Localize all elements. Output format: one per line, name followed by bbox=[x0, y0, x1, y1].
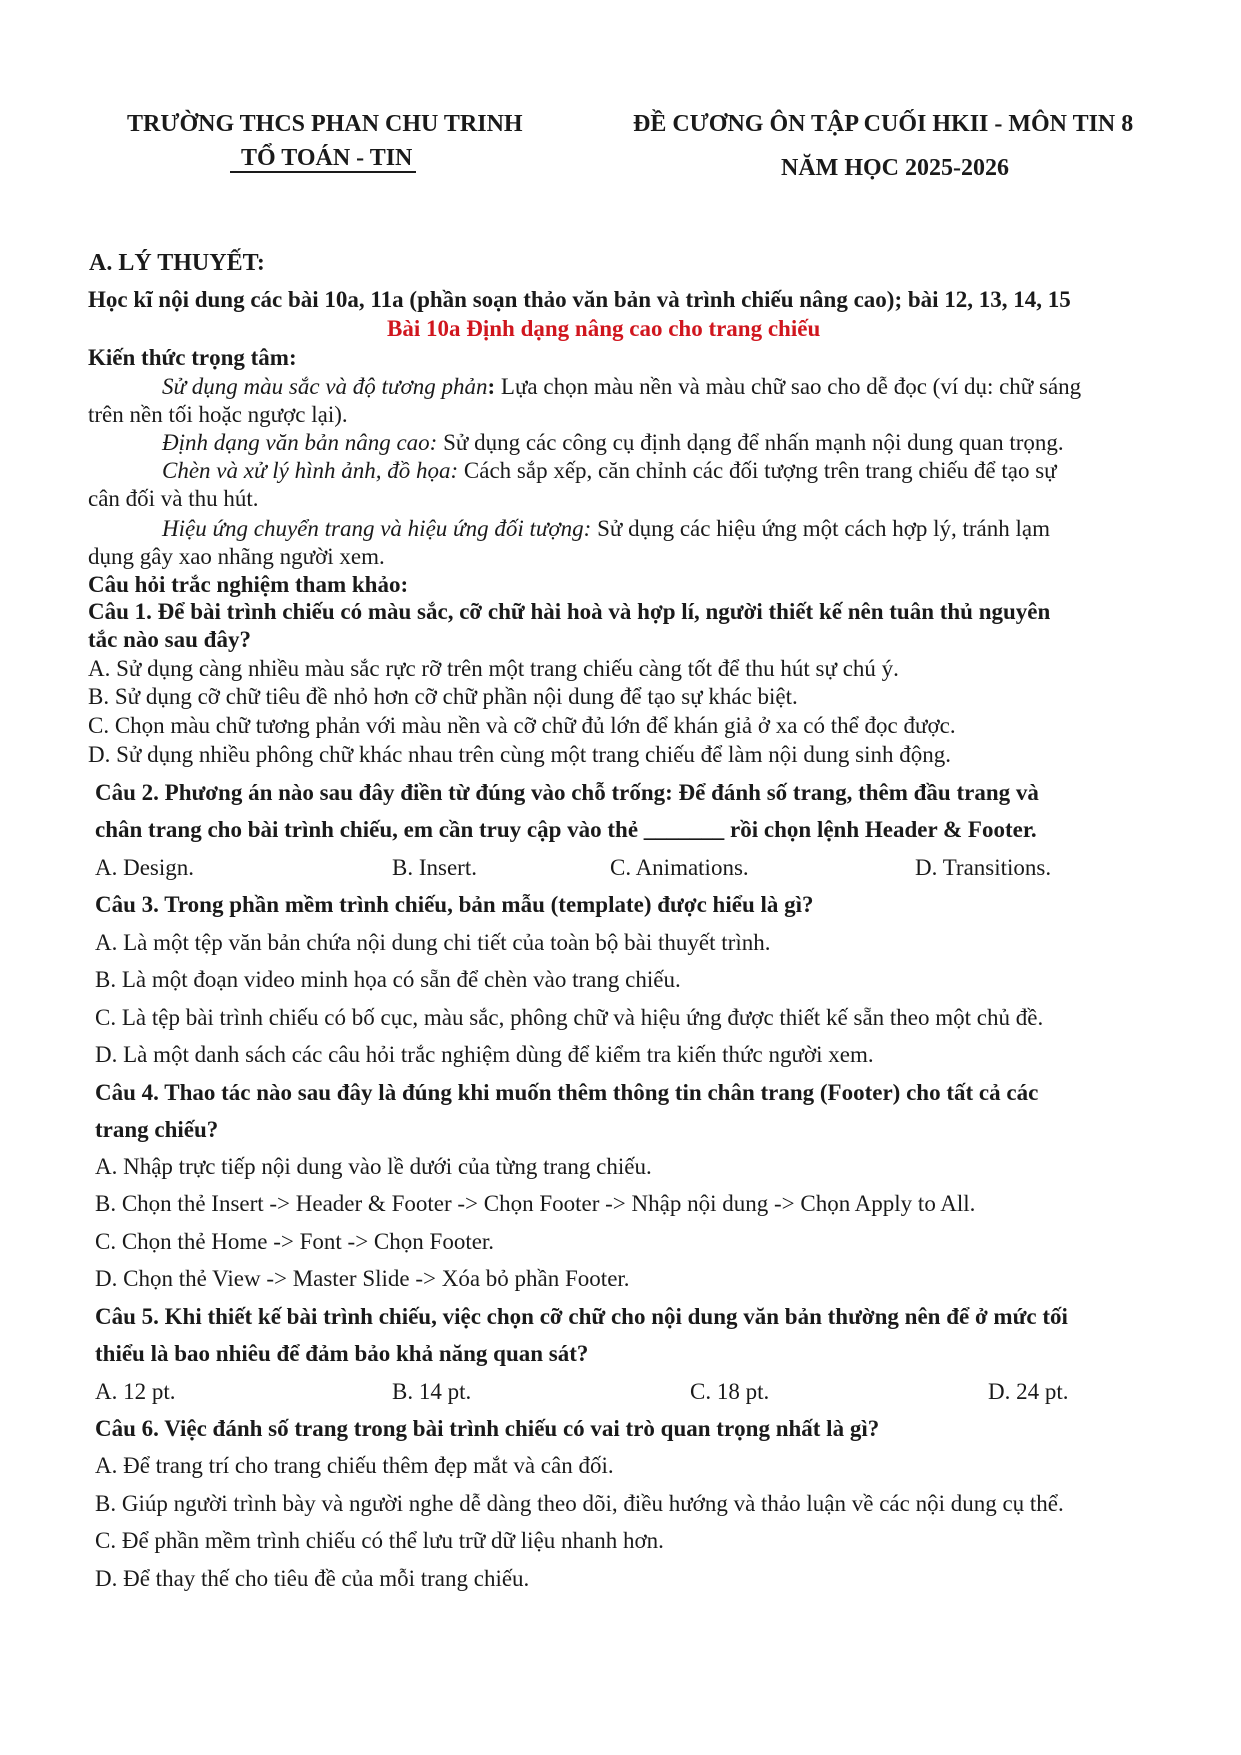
question-2-line-2: chân trang cho bài trình chiếu, em cần truy cập vào thẻ _______ rồi chọn lệnh Header & Footer. bbox=[95, 817, 1037, 842]
question-4-option-d: D. Chọn thẻ View -> Master Slide -> Xóa bỏ phần Footer. bbox=[95, 1266, 630, 1291]
section-a-heading: A. LÝ THUYẾT: bbox=[89, 250, 265, 276]
question-4-option-c: C. Chọn thẻ Home -> Font -> Chọn Footer. bbox=[95, 1229, 495, 1254]
question-3-option-a: A. Là một tệp văn bản chứa nội dung chi tiết của toàn bộ bài thuyết trình. bbox=[95, 930, 771, 955]
question-5-option-b: B. 14 pt. bbox=[392, 1379, 472, 1404]
question-5-option-d: D. 24 pt. bbox=[988, 1379, 1069, 1404]
focus-term-3: Chèn và xử lý hình ảnh, đồ họa: bbox=[162, 458, 459, 483]
focus-cont-4: dụng gây xao nhãng người xem. bbox=[88, 544, 385, 569]
question-4-option-b: B. Chọn thẻ Insert -> Header & Footer -> Chọn Footer -> Nhập nội dung -> Chọn Apply to All. bbox=[95, 1191, 976, 1216]
focus-term-4: Hiệu ứng chuyển trang và hiệu ứng đối tượng: bbox=[162, 516, 592, 541]
question-2-option-a: A. Design. bbox=[95, 855, 195, 880]
focus-text-1: Lựa chọn màu nền và màu chữ sao cho dễ đọc (ví dụ: chữ sáng bbox=[495, 374, 1082, 399]
question-6-option-b: B. Giúp người trình bày và người nghe dễ dàng theo dõi, điều hướng và thảo luận về các nội dung cụ thể. bbox=[95, 1491, 1064, 1516]
question-4-line-1: Câu 4. Thao tác nào sau đây là đúng khi muốn thêm thông tin chân trang (Footer) cho tất cả các bbox=[95, 1080, 1039, 1105]
question-5-option-c: C. 18 pt. bbox=[690, 1379, 770, 1404]
focus-text-2: Sử dụng các công cụ định dạng để nhấn mạnh nội dung quan trọng. bbox=[437, 430, 1064, 455]
focus-item-1 bbox=[162, 372, 1081, 401]
question-2-option-d: D. Transitions. bbox=[915, 855, 1052, 880]
focus-heading: Kiến thức trọng tâm: bbox=[88, 345, 297, 370]
question-2-option-b: B. Insert. bbox=[392, 855, 477, 880]
school-name: TRƯỜNG THCS PHAN CHU TRINH bbox=[127, 111, 523, 137]
section-a-intro: Học kĩ nội dung các bài 10a, 11a (phần soạn thảo văn bản và trình chiếu nâng cao); bài 12, 13, 14, 15 bbox=[88, 287, 1071, 312]
question-1-line-1: Câu 1. Để bài trình chiếu có màu sắc, cỡ chữ hài hoà và hợp lí, người thiết kế nên tuân thủ nguyên bbox=[88, 599, 1051, 624]
focus-cont-3: cân đối và thu hút. bbox=[88, 486, 259, 511]
question-1-option-d: D. Sử dụng nhiều phông chữ khác nhau trên cùng một trang chiếu để làm nội dung sinh động. bbox=[88, 742, 952, 767]
question-5-option-a: A. 12 pt. bbox=[95, 1379, 176, 1404]
question-1-option-a: A. Sử dụng càng nhiều màu sắc rực rỡ trên một trang chiếu càng tốt để thu hút sự chú ý. bbox=[88, 656, 899, 681]
school-year: NĂM HỌC 2025-2026 bbox=[781, 155, 1009, 181]
focus-term-2: Định dạng văn bản nâng cao: bbox=[162, 430, 438, 455]
focus-text-3: Cách sắp xếp, căn chỉnh các đối tượng trên trang chiếu để tạo sự bbox=[458, 458, 1057, 483]
focus-text-4: Sử dụng các hiệu ứng một cách hợp lý, tránh lạm bbox=[591, 516, 1050, 541]
focus-term-1: Sử dụng màu sắc và độ tương phản bbox=[162, 374, 488, 399]
focus-item-2 bbox=[162, 428, 1064, 457]
question-6-option-d: D. Để thay thế cho tiêu đề của mỗi trang chiếu. bbox=[95, 1566, 530, 1591]
question-1-line-2: tắc nào sau đây? bbox=[88, 627, 251, 652]
question-6-option-c: C. Để phần mềm trình chiếu có thể lưu trữ dữ liệu nhanh hơn. bbox=[95, 1528, 664, 1553]
question-3-option-d: D. Là một danh sách các câu hỏi trắc nghiệm dùng để kiểm tra kiến thức người xem. bbox=[95, 1042, 874, 1067]
question-3-line-1: Câu 3. Trong phần mềm trình chiếu, bản mẫu (template) được hiểu là gì? bbox=[95, 892, 814, 917]
department-underline bbox=[230, 171, 416, 173]
question-3-option-b: B. Là một đoạn video minh họa có sẵn để chèn vào trang chiếu. bbox=[95, 967, 681, 992]
focus-item-4 bbox=[162, 514, 1050, 543]
question-2-option-c: C. Animations. bbox=[610, 855, 749, 880]
quiz-heading: Câu hỏi trắc nghiệm tham khảo: bbox=[88, 572, 409, 597]
question-4-line-2: trang chiếu? bbox=[95, 1117, 219, 1142]
question-3-option-c: C. Là tệp bài trình chiếu có bố cục, màu sắc, phông chữ và hiệu ứng được thiết kế sẵn theo một chủ đề. bbox=[95, 1005, 1044, 1030]
question-5-line-2: thiểu là bao nhiêu để đảm bảo khả năng quan sát? bbox=[95, 1341, 589, 1366]
department-name: TỔ TOÁN - TIN bbox=[241, 145, 413, 171]
focus-sep-1: : bbox=[487, 374, 496, 399]
question-1-option-b: B. Sử dụng cỡ chữ tiêu đề nhỏ hơn cỡ chữ phần nội dung để tạo sự khác biệt. bbox=[88, 684, 798, 709]
question-1-option-c: C. Chọn màu chữ tương phản với màu nền và cỡ chữ đủ lớn để khán giả ở xa có thể đọc được. bbox=[88, 713, 956, 738]
document-title: ĐỀ CƯƠNG ÔN TẬP CUỐI HKII - MÔN TIN 8 bbox=[633, 111, 1134, 137]
question-6-option-a: A. Để trang trí cho trang chiếu thêm đẹp mắt và cân đối. bbox=[95, 1453, 614, 1478]
question-6-line-1: Câu 6. Việc đánh số trang trong bài trình chiếu có vai trò quan trọng nhất là gì? bbox=[95, 1416, 880, 1441]
question-4-option-a: A. Nhập trực tiếp nội dung vào lề dưới của từng trang chiếu. bbox=[95, 1154, 652, 1179]
focus-cont-1: trên nền tối hoặc ngược lại). bbox=[88, 402, 348, 427]
focus-item-3 bbox=[162, 456, 1057, 485]
lesson-title: Bài 10a Định dạng nâng cao cho trang chiếu bbox=[387, 316, 821, 341]
question-2-line-1: Câu 2. Phương án nào sau đây điền từ đúng vào chỗ trống: Để đánh số trang, thêm đầu trang và bbox=[95, 780, 1039, 805]
question-5-line-1: Câu 5. Khi thiết kế bài trình chiếu, việc chọn cỡ chữ cho nội dung văn bản thường nên để ở mức tối bbox=[95, 1304, 1068, 1329]
